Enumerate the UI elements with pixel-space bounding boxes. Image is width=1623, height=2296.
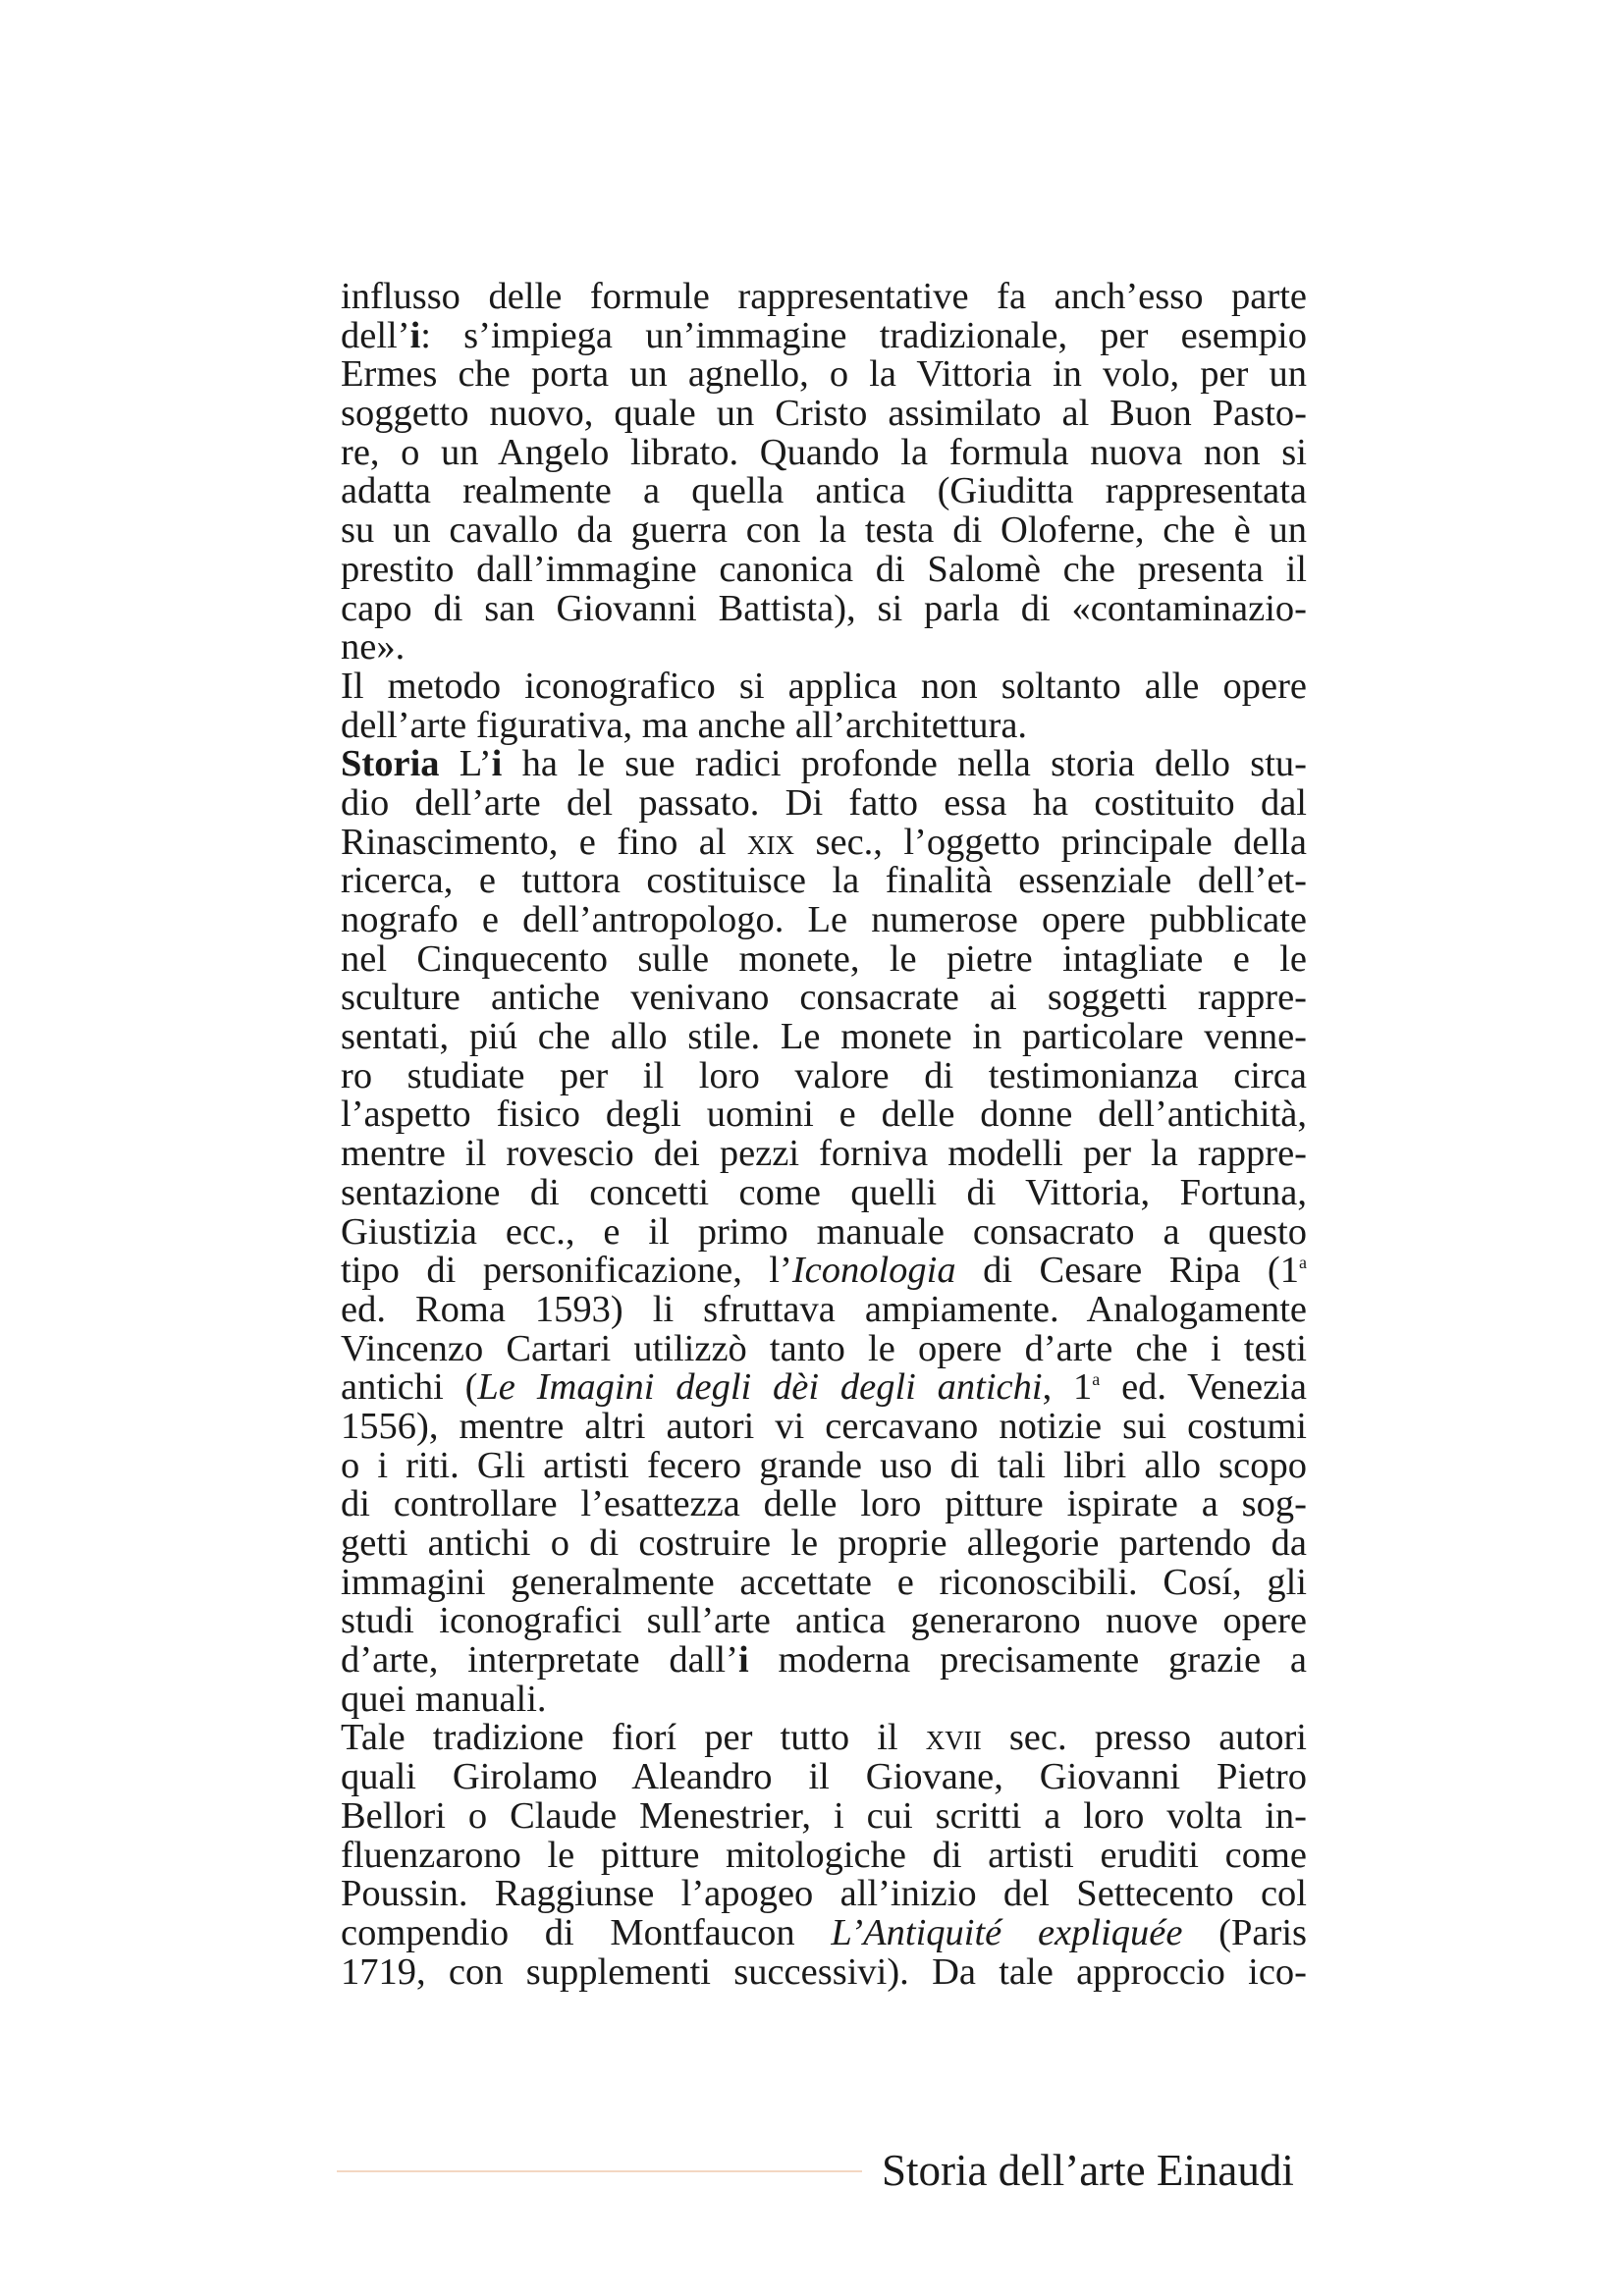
text-line: [341, 1561, 1307, 1603]
text-run: compendio di Montfaucon: [341, 1911, 832, 1953]
text-line: [341, 355, 1307, 395]
text-line: [341, 1210, 1307, 1253]
text-line: [341, 472, 1307, 511]
text-run: quali Girolamo Aleandro il Giovane, Giovanni Pietro: [341, 1756, 1307, 1798]
bold-term: i: [737, 1639, 749, 1682]
text-run: ed. Roma 1593) li sfruttava ampiamente. Analogamente: [341, 1288, 1307, 1330]
text-run: moderna precisamente grazie a: [748, 1639, 1307, 1682]
italic-title: Le Imagini degli dèi degli antichi: [477, 1366, 1043, 1409]
text-run: adatta realmente a quella antica (Giuditta rappresentata: [341, 470, 1307, 512]
text-line: [341, 901, 1307, 940]
text-run: Poussin. Raggiunse l’apogeo all’inizio del Settecento col: [341, 1873, 1307, 1915]
text-run: fluenzarono le pitture mitologiche di artisti eruditi come: [341, 1834, 1307, 1876]
text-line: [341, 1444, 1307, 1486]
text-line: [341, 781, 1307, 824]
text-run: xvii: [925, 1717, 982, 1759]
text-run: Il metodo iconografico si applica non soltanto alle opere: [341, 665, 1307, 707]
italic-title: L’Antiquité expliquée: [831, 1911, 1183, 1953]
text-run: re, o un Angelo librato. Quando la formula nuova non si: [341, 431, 1307, 473]
text-line: [341, 1327, 1307, 1369]
body-text: [341, 278, 1307, 1992]
text-line: [341, 1252, 1307, 1291]
text-run: dell’arte figurativa, ma anche all’architettura.: [341, 704, 1028, 746]
text-line: [341, 1095, 1307, 1135]
text-run: Vincenzo Cartari utilizzò tanto le opere d’arte che i testi: [341, 1327, 1307, 1369]
text-line: [341, 587, 1307, 629]
text-run: ro studiate per il loro valore di testimonianza circa: [341, 1054, 1307, 1096]
text-line: [341, 1678, 1307, 1720]
superscript: a: [1299, 1253, 1307, 1273]
text-line: [341, 1171, 1307, 1213]
text-line: [341, 745, 1307, 784]
text-run: studi iconografici sull’arte antica generarono nuove opere: [341, 1600, 1307, 1642]
text-run: 1556), mentre altri autori vi cercavano notizie sui costumi: [341, 1405, 1307, 1447]
text-run: getti antichi o di costruire le proprie allegorie partendo da: [341, 1522, 1307, 1564]
text-line: [341, 395, 1307, 434]
text-line: [341, 704, 1307, 746]
text-run: sentati, piú che allo stile. Le monete in particolare venne-: [341, 1016, 1307, 1058]
text-run: nografo e dell’antropologo. Le numerose opere pubblicate: [341, 899, 1307, 940]
text-run: 1719, con supplementi successivi). Da tale approccio ico-: [341, 1950, 1307, 1993]
text-line: [341, 979, 1307, 1018]
text-line: [341, 1405, 1307, 1447]
text-line: [341, 1911, 1307, 1953]
text-run: quei manuali.: [341, 1678, 547, 1720]
text-line: [341, 1758, 1307, 1797]
text-line: [341, 1054, 1307, 1096]
text-line: [341, 1602, 1307, 1641]
text-run: sentazione di concetti come quelli di Vittoria, Fortuna,: [341, 1171, 1307, 1213]
text-line: [341, 431, 1307, 473]
text-line: [341, 667, 1307, 707]
text-line: [341, 1875, 1307, 1914]
text-line: [341, 314, 1307, 356]
text-line: [341, 1018, 1307, 1057]
text-line: [341, 937, 1307, 980]
text-line: [341, 1794, 1307, 1837]
text-line: [341, 1288, 1307, 1330]
superscript: a: [1092, 1369, 1101, 1390]
italic-title: Iconologia: [791, 1250, 956, 1292]
text-run: Tale tradizione fiorí per tutto il: [341, 1717, 926, 1759]
text-run: nel Cinquecento sulle monete, le pietre intagliate e le: [341, 937, 1307, 980]
text-run: Giustizia ecc., e il primo manuale consacrato a questo: [341, 1210, 1307, 1253]
text-run: ed. Venezia: [1100, 1366, 1307, 1409]
text-run: ha le sue radici profonde nella storia dello stu-: [502, 743, 1307, 785]
text-run: capo di san Giovanni Battista), si parla di «contaminazio-: [341, 587, 1307, 629]
text-run: antichi (: [341, 1366, 478, 1409]
text-run: sec. presso autori: [981, 1717, 1307, 1759]
text-line: [341, 548, 1307, 590]
bold-term: i: [409, 314, 421, 356]
text-run: soggetto nuovo, quale un Cristo assimilato al Buon Pasto-: [341, 393, 1307, 435]
text-run: : s’impiega un’immagine tradizionale, per esempio: [420, 314, 1307, 356]
text-run: L’: [439, 743, 492, 785]
footer-title: Storia dell’arte Einaudi: [882, 2146, 1294, 2195]
text-run: prestito dall’immagine canonica di Salomè che presenta il: [341, 548, 1307, 590]
text-run: dio dell’arte del passato. Di fatto essa ha costituito dal: [341, 781, 1307, 824]
footer-rule: [337, 2170, 862, 2172]
text-run: di Cesare Ripa (1: [955, 1250, 1299, 1292]
text-line: [341, 1135, 1307, 1174]
text-line: [341, 628, 1307, 667]
text-run: dell’: [341, 314, 410, 356]
text-run: tipo di personificazione, l’: [341, 1250, 792, 1292]
text-line: [341, 1834, 1307, 1876]
text-line: [341, 1524, 1307, 1564]
text-run: sculture antiche venivano consacrate ai soggetti rappre-: [341, 977, 1307, 1019]
text-line: [341, 278, 1307, 317]
text-run: Bellori o Claude Menestrier, i cui scritti a loro volta in-: [341, 1794, 1307, 1837]
text-line: [341, 511, 1307, 551]
text-run: influsso delle formule rappresentative fa anch’esso parte: [341, 276, 1307, 317]
text-run: di controllare l’esattezza delle loro pitture ispirate a sog-: [341, 1483, 1307, 1525]
text-run: (Paris: [1182, 1911, 1307, 1953]
text-run: l’aspetto fisico degli uomini e delle donne dell’antichità,: [341, 1094, 1307, 1136]
text-run: , 1: [1042, 1366, 1093, 1409]
bold-term: Storia: [341, 743, 440, 785]
text-run: d’arte, interpretate dall’: [341, 1639, 738, 1682]
text-run: ne».: [341, 626, 406, 668]
text-line: [341, 862, 1307, 901]
text-line: [341, 821, 1308, 863]
text-line: [341, 1950, 1307, 1993]
text-run: ricerca, e tuttora costituisce la finalità essenziale dell’et-: [341, 860, 1307, 902]
text-run: o i riti. Gli artisti fecero grande uso di tali libri allo scopo: [341, 1444, 1307, 1486]
text-run: Ermes che porta un agnello, o la Vittoria in volo, per un: [341, 353, 1307, 396]
text-run: immagini generalmente accettate e riconoscibili. Cosí, gli: [341, 1561, 1307, 1603]
text-line: [341, 1719, 1307, 1758]
bold-term: i: [491, 743, 503, 785]
text-run: sec., l’oggetto principale della: [794, 821, 1308, 863]
text-run: xix: [747, 821, 795, 863]
text-line: [341, 1641, 1307, 1681]
text-line: [341, 1485, 1307, 1524]
text-line: [341, 1368, 1307, 1408]
text-run: su un cavallo da guerra con la testa di Oloferne, che è un: [341, 509, 1307, 552]
text-run: Rinascimento, e fino al: [341, 821, 748, 863]
text-run: mentre il rovescio dei pezzi forniva modelli per la rappre-: [341, 1133, 1307, 1175]
